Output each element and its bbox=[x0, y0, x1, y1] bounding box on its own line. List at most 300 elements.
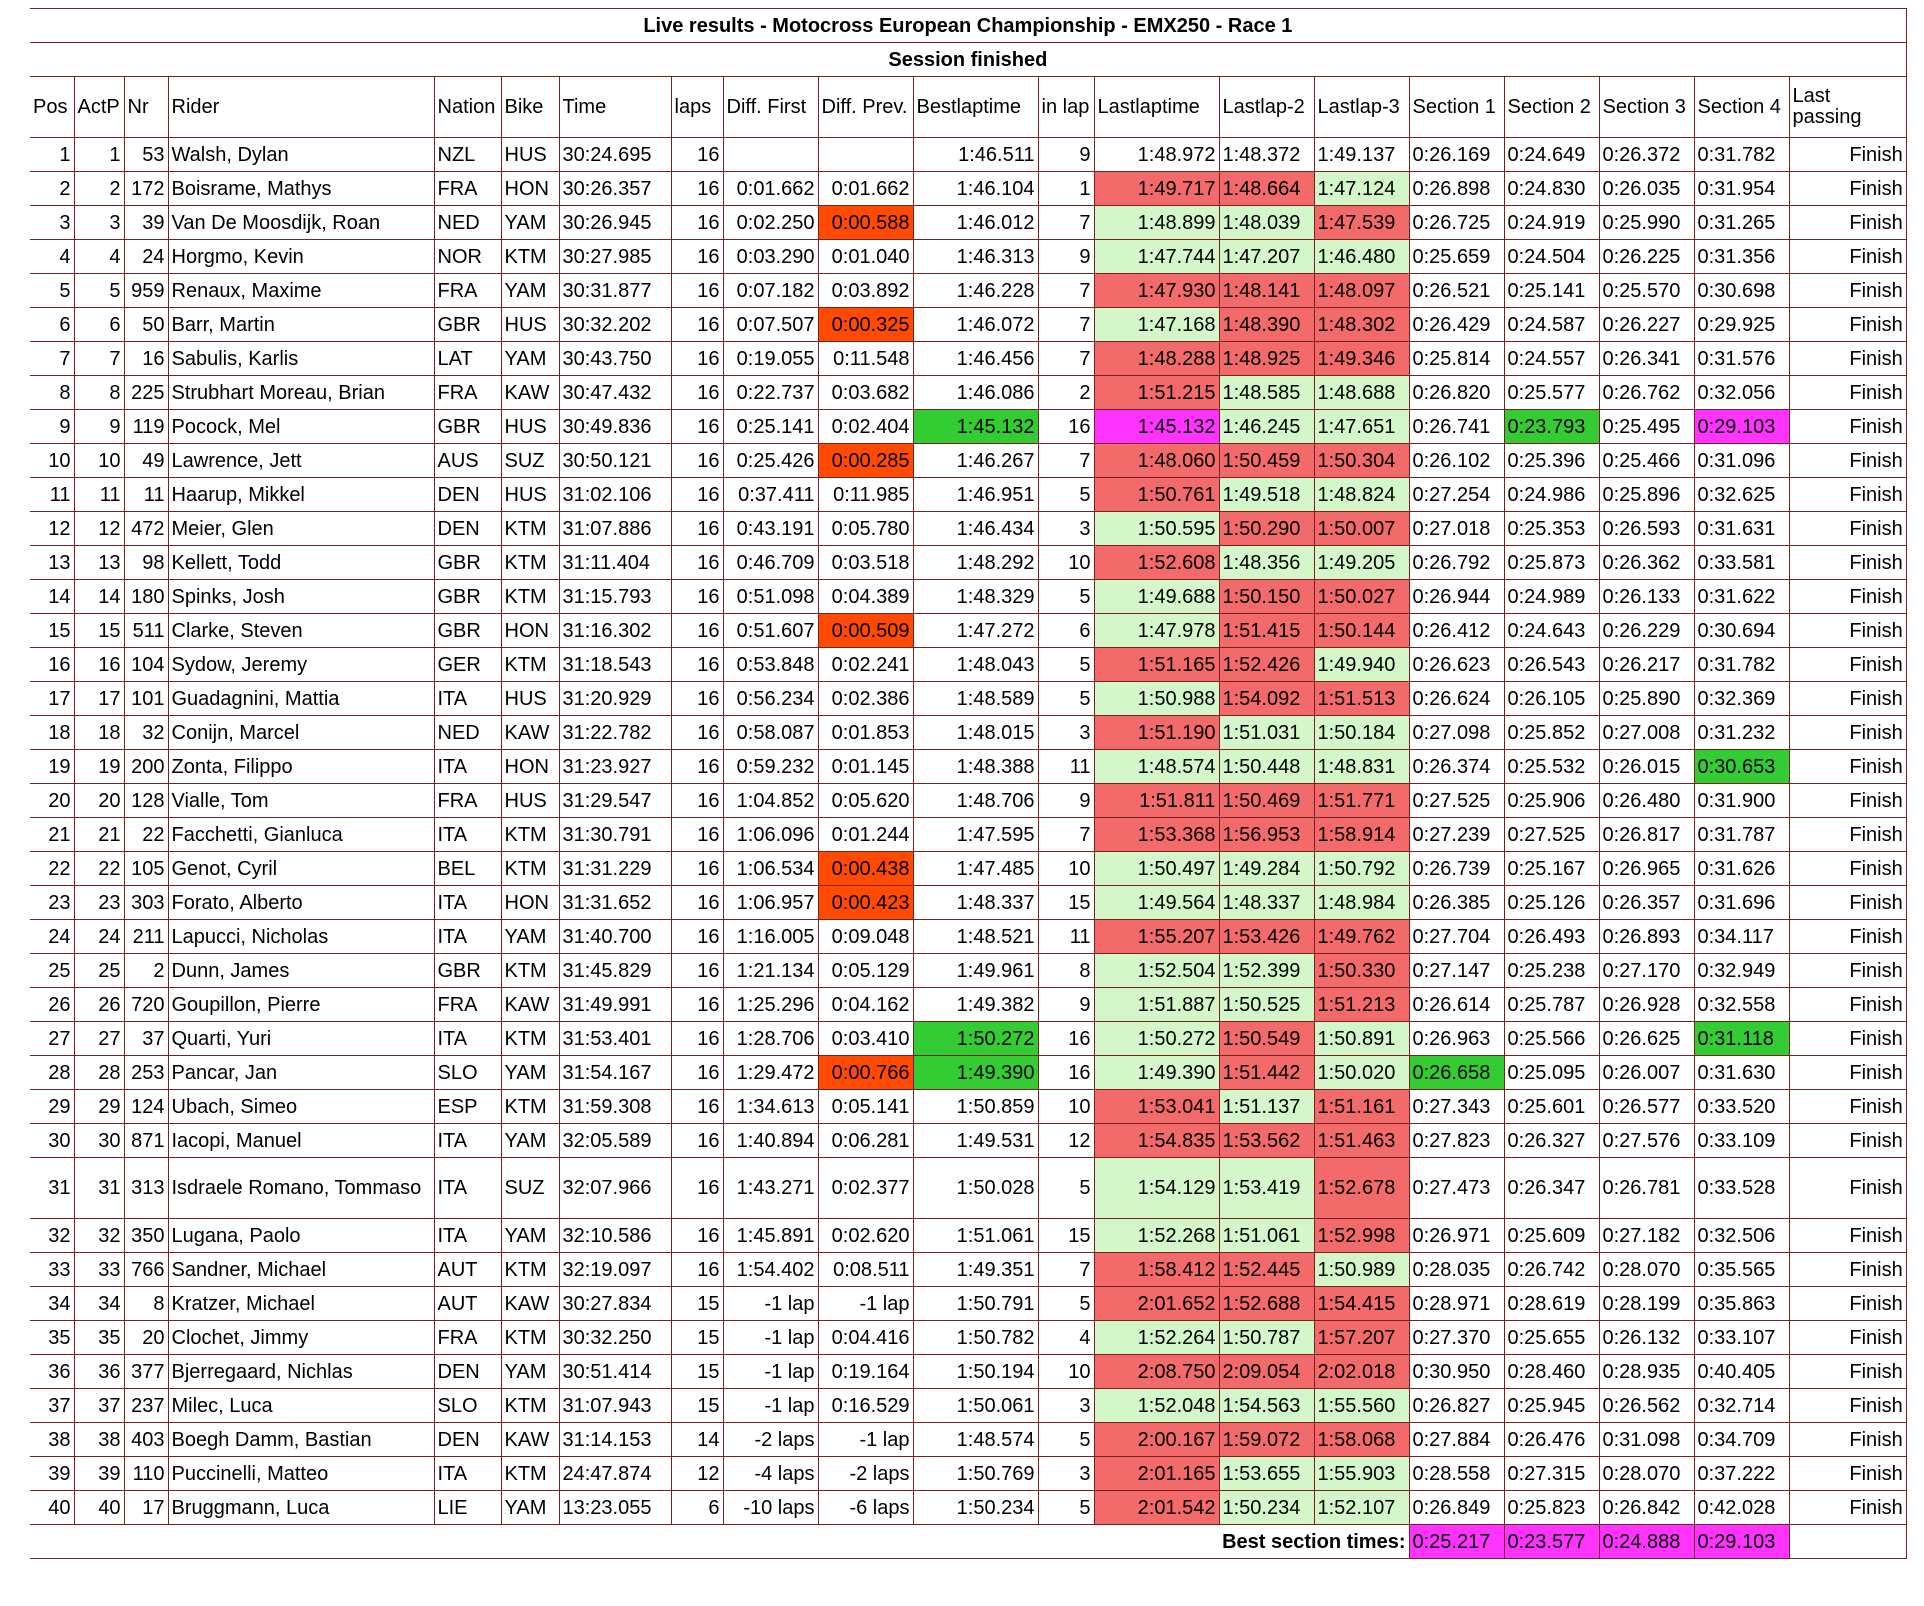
cell-pos: 9 bbox=[30, 410, 74, 444]
cell-s4: 0:34.709 bbox=[1694, 1423, 1789, 1457]
table-row bbox=[30, 376, 1906, 410]
cell-diff-first: 1:21.134 bbox=[723, 954, 818, 988]
cell-diff-first: 0:07.182 bbox=[723, 274, 818, 308]
cell-nation: LIE bbox=[434, 1491, 501, 1525]
cell-s4: 0:32.369 bbox=[1694, 682, 1789, 716]
cell-passing: Finish bbox=[1789, 274, 1906, 308]
table-row bbox=[30, 1355, 1906, 1389]
cell-bike: KTM bbox=[501, 546, 559, 580]
best-sections-label: Best section times: bbox=[30, 1525, 1409, 1559]
cell-nation: DEN bbox=[434, 478, 501, 512]
table-row bbox=[30, 1321, 1906, 1355]
cell-laps: 16 bbox=[671, 512, 723, 546]
cell-diff-prev: 0:00.438 bbox=[818, 852, 913, 886]
cell-laps: 16 bbox=[671, 546, 723, 580]
cell-s1: 0:26.429 bbox=[1409, 308, 1504, 342]
cell-last2: 1:51.031 bbox=[1219, 716, 1314, 750]
cell-s3: 0:26.562 bbox=[1599, 1389, 1694, 1423]
cell-nr: 20 bbox=[124, 1321, 168, 1355]
table-row bbox=[30, 308, 1906, 342]
cell-bike: KTM bbox=[501, 852, 559, 886]
cell-last: 1:48.060 bbox=[1094, 444, 1219, 478]
cell-in-lap: 7 bbox=[1038, 444, 1094, 478]
cell-actp: 9 bbox=[74, 410, 124, 444]
cell-best: 1:48.043 bbox=[913, 648, 1038, 682]
cell-diff-prev: 0:04.416 bbox=[818, 1321, 913, 1355]
cell-nation: BEL bbox=[434, 852, 501, 886]
cell-diff-first: 0:51.098 bbox=[723, 580, 818, 614]
cell-last2: 1:47.207 bbox=[1219, 240, 1314, 274]
cell-s1: 0:26.624 bbox=[1409, 682, 1504, 716]
table-row bbox=[30, 648, 1906, 682]
cell-s3: 0:26.015 bbox=[1599, 750, 1694, 784]
cell-pos: 4 bbox=[30, 240, 74, 274]
cell-nation: GBR bbox=[434, 308, 501, 342]
cell-rider: Milec, Luca bbox=[168, 1389, 434, 1423]
cell-rider: Ubach, Simeo bbox=[168, 1090, 434, 1124]
cell-s4: 0:31.630 bbox=[1694, 1056, 1789, 1090]
cell-actp: 8 bbox=[74, 376, 124, 410]
cell-actp: 17 bbox=[74, 682, 124, 716]
cell-actp: 29 bbox=[74, 1090, 124, 1124]
cell-last2: 1:53.562 bbox=[1219, 1124, 1314, 1158]
cell-diff-prev: 0:01.040 bbox=[818, 240, 913, 274]
cell-last3: 1:48.824 bbox=[1314, 478, 1409, 512]
cell-bike: YAM bbox=[501, 1491, 559, 1525]
cell-nr: 313 bbox=[124, 1158, 168, 1219]
cell-nation: NED bbox=[434, 206, 501, 240]
cell-s1: 0:27.254 bbox=[1409, 478, 1504, 512]
cell-nr: 49 bbox=[124, 444, 168, 478]
cell-pos: 5 bbox=[30, 274, 74, 308]
cell-passing: Finish bbox=[1789, 206, 1906, 240]
cell-passing: Finish bbox=[1789, 1355, 1906, 1389]
cell-s2: 0:27.525 bbox=[1504, 818, 1599, 852]
cell-nr: 101 bbox=[124, 682, 168, 716]
cell-rider: Kratzer, Michael bbox=[168, 1287, 434, 1321]
cell-s1: 0:26.725 bbox=[1409, 206, 1504, 240]
cell-nr: 11 bbox=[124, 478, 168, 512]
cell-nr: 350 bbox=[124, 1219, 168, 1253]
cell-actp: 40 bbox=[74, 1491, 124, 1525]
cell-laps: 15 bbox=[671, 1389, 723, 1423]
cell-diff-first: 1:43.271 bbox=[723, 1158, 818, 1219]
cell-time: 31:15.793 bbox=[559, 580, 671, 614]
cell-actp: 31 bbox=[74, 1158, 124, 1219]
cell-s2: 0:24.830 bbox=[1504, 172, 1599, 206]
cell-s3: 0:26.357 bbox=[1599, 886, 1694, 920]
cell-diff-prev: 0:02.241 bbox=[818, 648, 913, 682]
cell-time: 30:32.202 bbox=[559, 308, 671, 342]
cell-s1: 0:26.898 bbox=[1409, 172, 1504, 206]
cell-diff-prev: 0:02.404 bbox=[818, 410, 913, 444]
cell-actp: 14 bbox=[74, 580, 124, 614]
cell-passing: Finish bbox=[1789, 1056, 1906, 1090]
cell-s2: 0:25.609 bbox=[1504, 1219, 1599, 1253]
cell-last: 1:49.688 bbox=[1094, 580, 1219, 614]
cell-nation: NZL bbox=[434, 138, 501, 172]
table-row bbox=[30, 1124, 1906, 1158]
cell-nr: 211 bbox=[124, 920, 168, 954]
cell-rider: Conijn, Marcel bbox=[168, 716, 434, 750]
cell-s3: 0:26.132 bbox=[1599, 1321, 1694, 1355]
cell-s1: 0:26.658 bbox=[1409, 1056, 1504, 1090]
cell-s2: 0:26.493 bbox=[1504, 920, 1599, 954]
cell-laps: 16 bbox=[671, 1056, 723, 1090]
cell-best: 1:50.859 bbox=[913, 1090, 1038, 1124]
cell-s3: 0:26.225 bbox=[1599, 240, 1694, 274]
cell-diff-prev: 0:11.548 bbox=[818, 342, 913, 376]
cell-last2: 1:48.372 bbox=[1219, 138, 1314, 172]
cell-laps: 16 bbox=[671, 240, 723, 274]
cell-passing: Finish bbox=[1789, 1219, 1906, 1253]
cell-rider: Kellett, Todd bbox=[168, 546, 434, 580]
cell-laps: 16 bbox=[671, 376, 723, 410]
cell-s4: 0:37.222 bbox=[1694, 1457, 1789, 1491]
cell-s2: 0:25.787 bbox=[1504, 988, 1599, 1022]
cell-nr: 39 bbox=[124, 206, 168, 240]
cell-s2: 0:25.126 bbox=[1504, 886, 1599, 920]
cell-best: 1:48.574 bbox=[913, 1423, 1038, 1457]
cell-s2: 0:26.347 bbox=[1504, 1158, 1599, 1219]
table-row bbox=[30, 1022, 1906, 1056]
cell-in-lap: 16 bbox=[1038, 1056, 1094, 1090]
cell-rider: Clarke, Steven bbox=[168, 614, 434, 648]
cell-last: 1:55.207 bbox=[1094, 920, 1219, 954]
cell-last: 2:01.542 bbox=[1094, 1491, 1219, 1525]
cell-pos: 21 bbox=[30, 818, 74, 852]
cell-last3: 1:49.940 bbox=[1314, 648, 1409, 682]
cell-diff-prev: 0:00.325 bbox=[818, 308, 913, 342]
cell-s4: 0:30.698 bbox=[1694, 274, 1789, 308]
cell-rider: Sandner, Michael bbox=[168, 1253, 434, 1287]
cell-last: 1:48.972 bbox=[1094, 138, 1219, 172]
cell-passing: Finish bbox=[1789, 444, 1906, 478]
cell-bike: HON bbox=[501, 750, 559, 784]
cell-pos: 11 bbox=[30, 478, 74, 512]
cell-last2: 1:50.290 bbox=[1219, 512, 1314, 546]
cell-best: 1:46.434 bbox=[913, 512, 1038, 546]
cell-in-lap: 9 bbox=[1038, 138, 1094, 172]
cell-laps: 6 bbox=[671, 1491, 723, 1525]
column-header: Lastlap-3 bbox=[1314, 77, 1409, 138]
cell-s4: 0:33.109 bbox=[1694, 1124, 1789, 1158]
cell-s3: 0:25.570 bbox=[1599, 274, 1694, 308]
cell-diff-prev: 0:04.162 bbox=[818, 988, 913, 1022]
cell-laps: 16 bbox=[671, 614, 723, 648]
cell-actp: 1 bbox=[74, 138, 124, 172]
cell-diff-prev: 0:00.509 bbox=[818, 614, 913, 648]
cell-s2: 0:25.601 bbox=[1504, 1090, 1599, 1124]
cell-pos: 3 bbox=[30, 206, 74, 240]
cell-s4: 0:31.900 bbox=[1694, 784, 1789, 818]
cell-nation: GBR bbox=[434, 614, 501, 648]
cell-bike: YAM bbox=[501, 1056, 559, 1090]
cell-last3: 1:50.007 bbox=[1314, 512, 1409, 546]
cell-diff-first: 1:04.852 bbox=[723, 784, 818, 818]
cell-s2: 0:24.986 bbox=[1504, 478, 1599, 512]
cell-rider: Isdraele Romano, Tommaso bbox=[168, 1158, 434, 1219]
cell-last2: 1:52.688 bbox=[1219, 1287, 1314, 1321]
cell-last: 1:52.048 bbox=[1094, 1389, 1219, 1423]
cell-time: 30:27.834 bbox=[559, 1287, 671, 1321]
cell-diff-first bbox=[723, 138, 818, 172]
cell-in-lap: 10 bbox=[1038, 546, 1094, 580]
cell-time: 31:29.547 bbox=[559, 784, 671, 818]
cell-bike: YAM bbox=[501, 206, 559, 240]
cell-last3: 1:47.539 bbox=[1314, 206, 1409, 240]
table-row bbox=[30, 1491, 1906, 1525]
cell-s2: 0:25.655 bbox=[1504, 1321, 1599, 1355]
cell-laps: 15 bbox=[671, 1321, 723, 1355]
cell-diff-prev: 0:05.620 bbox=[818, 784, 913, 818]
cell-bike: YAM bbox=[501, 274, 559, 308]
cell-bike: KAW bbox=[501, 376, 559, 410]
cell-nr: 472 bbox=[124, 512, 168, 546]
cell-s3: 0:26.577 bbox=[1599, 1090, 1694, 1124]
cell-diff-prev: 0:02.620 bbox=[818, 1219, 913, 1253]
cell-last2: 1:50.234 bbox=[1219, 1491, 1314, 1525]
cell-last: 2:01.165 bbox=[1094, 1457, 1219, 1491]
cell-in-lap: 7 bbox=[1038, 342, 1094, 376]
cell-pos: 2 bbox=[30, 172, 74, 206]
cell-diff-prev bbox=[818, 138, 913, 172]
cell-pos: 8 bbox=[30, 376, 74, 410]
cell-actp: 28 bbox=[74, 1056, 124, 1090]
cell-bike: YAM bbox=[501, 1355, 559, 1389]
cell-nr: 37 bbox=[124, 1022, 168, 1056]
cell-s1: 0:25.814 bbox=[1409, 342, 1504, 376]
cell-last: 1:50.988 bbox=[1094, 682, 1219, 716]
cell-diff-prev: 0:04.389 bbox=[818, 580, 913, 614]
cell-in-lap: 5 bbox=[1038, 1158, 1094, 1219]
cell-time: 31:14.153 bbox=[559, 1423, 671, 1457]
cell-best: 1:48.337 bbox=[913, 886, 1038, 920]
cell-s2: 0:25.353 bbox=[1504, 512, 1599, 546]
cell-nation: ITA bbox=[434, 1457, 501, 1491]
cell-last: 1:52.608 bbox=[1094, 546, 1219, 580]
cell-s1: 0:27.370 bbox=[1409, 1321, 1504, 1355]
cell-last3: 1:51.213 bbox=[1314, 988, 1409, 1022]
cell-pos: 13 bbox=[30, 546, 74, 580]
cell-last: 1:48.574 bbox=[1094, 750, 1219, 784]
cell-rider: Walsh, Dylan bbox=[168, 138, 434, 172]
cell-s1: 0:26.741 bbox=[1409, 410, 1504, 444]
cell-s1: 0:30.950 bbox=[1409, 1355, 1504, 1389]
table-row bbox=[30, 920, 1906, 954]
cell-best: 1:49.531 bbox=[913, 1124, 1038, 1158]
cell-s3: 0:26.362 bbox=[1599, 546, 1694, 580]
cell-diff-prev: 0:02.377 bbox=[818, 1158, 913, 1219]
cell-laps: 16 bbox=[671, 988, 723, 1022]
table-row bbox=[30, 682, 1906, 716]
cell-time: 30:27.985 bbox=[559, 240, 671, 274]
cell-diff-prev: 0:00.766 bbox=[818, 1056, 913, 1090]
cell-best: 1:50.061 bbox=[913, 1389, 1038, 1423]
cell-passing: Finish bbox=[1789, 546, 1906, 580]
cell-last: 1:53.368 bbox=[1094, 818, 1219, 852]
cell-last3: 1:50.027 bbox=[1314, 580, 1409, 614]
cell-best: 1:50.272 bbox=[913, 1022, 1038, 1056]
column-header: Pos bbox=[30, 77, 74, 138]
cell-nation: FRA bbox=[434, 172, 501, 206]
cell-s3: 0:26.229 bbox=[1599, 614, 1694, 648]
cell-passing: Finish bbox=[1789, 920, 1906, 954]
cell-diff-first: 0:25.426 bbox=[723, 444, 818, 478]
column-header: Lastlaptime bbox=[1094, 77, 1219, 138]
cell-actp: 5 bbox=[74, 274, 124, 308]
cell-diff-prev: 0:09.048 bbox=[818, 920, 913, 954]
cell-s4: 0:30.653 bbox=[1694, 750, 1789, 784]
cell-time: 32:07.966 bbox=[559, 1158, 671, 1219]
cell-bike: HUS bbox=[501, 138, 559, 172]
cell-s2: 0:23.793 bbox=[1504, 410, 1599, 444]
cell-nation: SLO bbox=[434, 1389, 501, 1423]
cell-s3: 0:26.035 bbox=[1599, 172, 1694, 206]
cell-rider: Genot, Cyril bbox=[168, 852, 434, 886]
cell-nr: 871 bbox=[124, 1124, 168, 1158]
cell-rider: Lawrence, Jett bbox=[168, 444, 434, 478]
cell-time: 31:40.700 bbox=[559, 920, 671, 954]
cell-time: 31:18.543 bbox=[559, 648, 671, 682]
cell-s2: 0:25.823 bbox=[1504, 1491, 1599, 1525]
cell-s3: 0:26.817 bbox=[1599, 818, 1694, 852]
cell-last2: 1:50.787 bbox=[1219, 1321, 1314, 1355]
column-header: Section 4 bbox=[1694, 77, 1789, 138]
cell-time: 32:10.586 bbox=[559, 1219, 671, 1253]
cell-pos: 12 bbox=[30, 512, 74, 546]
cell-s1: 0:27.147 bbox=[1409, 954, 1504, 988]
table-row bbox=[30, 1389, 1906, 1423]
cell-nr: 124 bbox=[124, 1090, 168, 1124]
status-row bbox=[30, 43, 1906, 77]
cell-last: 1:48.899 bbox=[1094, 206, 1219, 240]
cell-pos: 31 bbox=[30, 1158, 74, 1219]
cell-best: 1:48.292 bbox=[913, 546, 1038, 580]
cell-diff-first: 0:22.737 bbox=[723, 376, 818, 410]
cell-last2: 1:51.137 bbox=[1219, 1090, 1314, 1124]
cell-s1: 0:28.971 bbox=[1409, 1287, 1504, 1321]
cell-last3: 1:49.205 bbox=[1314, 546, 1409, 580]
cell-passing: Finish bbox=[1789, 614, 1906, 648]
cell-s4: 0:31.232 bbox=[1694, 716, 1789, 750]
cell-s3: 0:31.098 bbox=[1599, 1423, 1694, 1457]
cell-laps: 16 bbox=[671, 1158, 723, 1219]
cell-s3: 0:27.008 bbox=[1599, 716, 1694, 750]
cell-nation: ITA bbox=[434, 1158, 501, 1219]
cell-s3: 0:26.781 bbox=[1599, 1158, 1694, 1219]
cell-laps: 16 bbox=[671, 1124, 723, 1158]
cell-s4: 0:32.056 bbox=[1694, 376, 1789, 410]
cell-diff-prev: 0:01.244 bbox=[818, 818, 913, 852]
cell-time: 30:31.877 bbox=[559, 274, 671, 308]
cell-diff-first: -10 laps bbox=[723, 1491, 818, 1525]
cell-s2: 0:24.919 bbox=[1504, 206, 1599, 240]
cell-in-lap: 11 bbox=[1038, 750, 1094, 784]
cell-nr: 119 bbox=[124, 410, 168, 444]
cell-laps: 16 bbox=[671, 580, 723, 614]
cell-best: 1:48.388 bbox=[913, 750, 1038, 784]
cell-nation: GER bbox=[434, 648, 501, 682]
cell-actp: 25 bbox=[74, 954, 124, 988]
cell-s4: 0:31.356 bbox=[1694, 240, 1789, 274]
cell-s4: 0:31.626 bbox=[1694, 852, 1789, 886]
cell-s2: 0:25.396 bbox=[1504, 444, 1599, 478]
cell-actp: 6 bbox=[74, 308, 124, 342]
cell-in-lap: 1 bbox=[1038, 172, 1094, 206]
cell-bike: HUS bbox=[501, 308, 559, 342]
cell-last: 1:49.717 bbox=[1094, 172, 1219, 206]
cell-last: 1:51.165 bbox=[1094, 648, 1219, 682]
cell-diff-prev: 0:01.853 bbox=[818, 716, 913, 750]
cell-laps: 14 bbox=[671, 1423, 723, 1457]
cell-s4: 0:42.028 bbox=[1694, 1491, 1789, 1525]
cell-last3: 1:51.771 bbox=[1314, 784, 1409, 818]
cell-time: 31:07.943 bbox=[559, 1389, 671, 1423]
cell-diff-prev: 0:05.129 bbox=[818, 954, 913, 988]
cell-in-lap: 5 bbox=[1038, 682, 1094, 716]
cell-pos: 32 bbox=[30, 1219, 74, 1253]
cell-passing: Finish bbox=[1789, 988, 1906, 1022]
cell-s1: 0:27.018 bbox=[1409, 512, 1504, 546]
cell-time: 31:07.886 bbox=[559, 512, 671, 546]
cell-best: 1:50.028 bbox=[913, 1158, 1038, 1219]
cell-diff-first: 1:34.613 bbox=[723, 1090, 818, 1124]
cell-bike: HUS bbox=[501, 784, 559, 818]
cell-s1: 0:26.169 bbox=[1409, 138, 1504, 172]
header-row bbox=[30, 77, 1906, 138]
cell-s1: 0:26.792 bbox=[1409, 546, 1504, 580]
cell-s1: 0:27.823 bbox=[1409, 1124, 1504, 1158]
cell-last3: 1:50.304 bbox=[1314, 444, 1409, 478]
cell-best: 1:50.234 bbox=[913, 1491, 1038, 1525]
cell-last2: 1:52.426 bbox=[1219, 648, 1314, 682]
cell-diff-first: 0:37.411 bbox=[723, 478, 818, 512]
cell-rider: Zonta, Filippo bbox=[168, 750, 434, 784]
cell-diff-first: 1:06.096 bbox=[723, 818, 818, 852]
cell-last2: 1:48.039 bbox=[1219, 206, 1314, 240]
cell-in-lap: 3 bbox=[1038, 512, 1094, 546]
cell-rider: Sydow, Jeremy bbox=[168, 648, 434, 682]
cell-nr: 22 bbox=[124, 818, 168, 852]
cell-pos: 10 bbox=[30, 444, 74, 478]
cell-s2: 0:25.873 bbox=[1504, 546, 1599, 580]
cell-nation: NOR bbox=[434, 240, 501, 274]
cell-in-lap: 11 bbox=[1038, 920, 1094, 954]
cell-pos: 36 bbox=[30, 1355, 74, 1389]
cell-last3: 1:57.207 bbox=[1314, 1321, 1409, 1355]
column-header: ActP bbox=[74, 77, 124, 138]
cell-last: 1:48.288 bbox=[1094, 342, 1219, 376]
cell-actp: 35 bbox=[74, 1321, 124, 1355]
cell-actp: 11 bbox=[74, 478, 124, 512]
cell-actp: 39 bbox=[74, 1457, 124, 1491]
cell-actp: 15 bbox=[74, 614, 124, 648]
cell-time: 31:45.829 bbox=[559, 954, 671, 988]
cell-s3: 0:26.372 bbox=[1599, 138, 1694, 172]
cell-s1: 0:26.963 bbox=[1409, 1022, 1504, 1056]
cell-nation: FRA bbox=[434, 988, 501, 1022]
cell-actp: 3 bbox=[74, 206, 124, 240]
cell-bike: KTM bbox=[501, 954, 559, 988]
cell-s4: 0:31.782 bbox=[1694, 648, 1789, 682]
cell-s2: 0:24.989 bbox=[1504, 580, 1599, 614]
table-row bbox=[30, 784, 1906, 818]
cell-diff-prev: 0:19.164 bbox=[818, 1355, 913, 1389]
cell-last3: 2:02.018 bbox=[1314, 1355, 1409, 1389]
column-header: in lap bbox=[1038, 77, 1094, 138]
cell-last3: 1:48.097 bbox=[1314, 274, 1409, 308]
